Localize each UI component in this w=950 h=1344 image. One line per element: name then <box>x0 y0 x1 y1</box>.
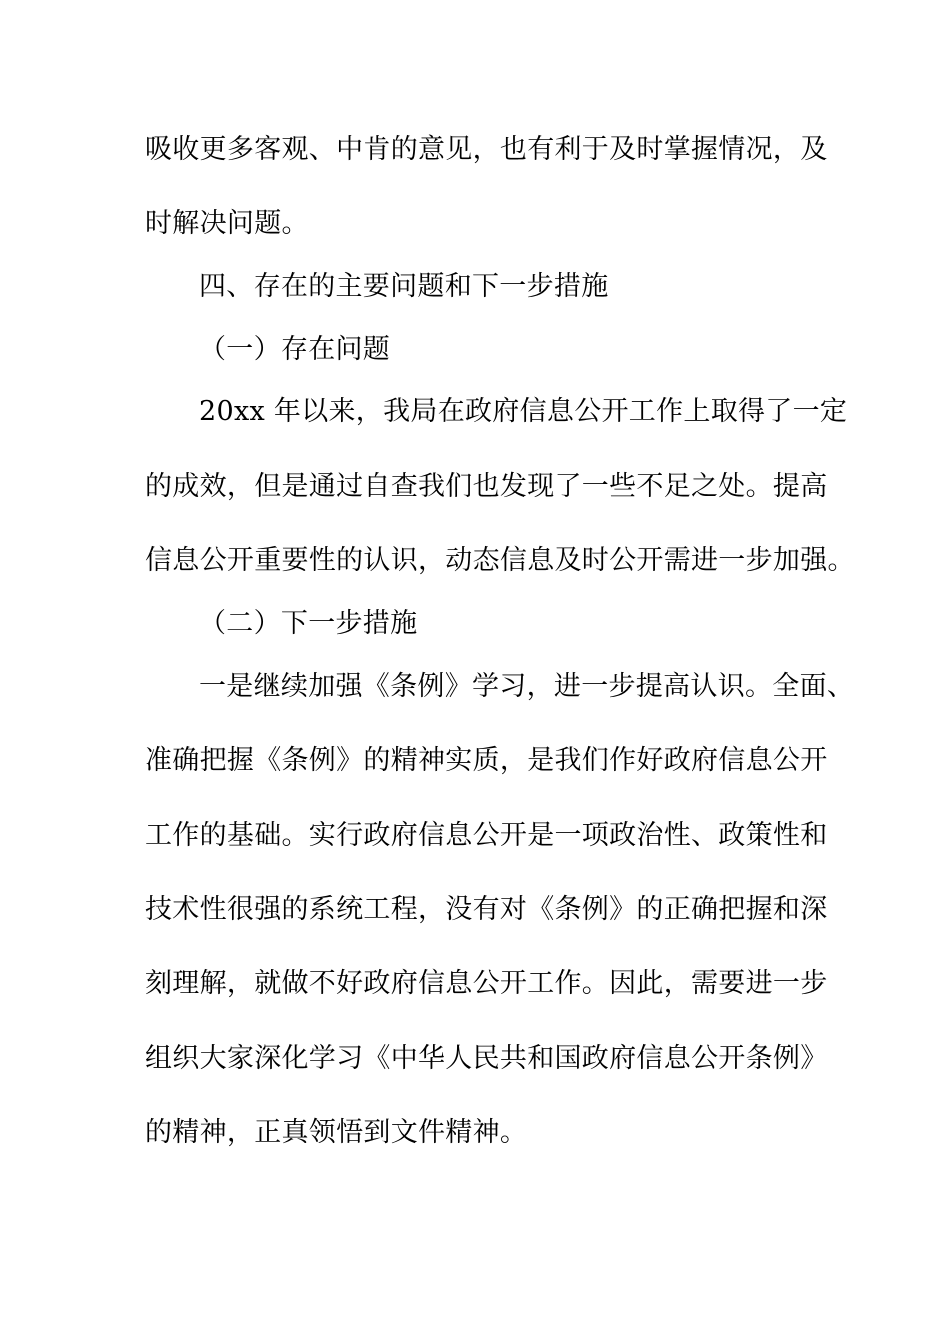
paragraph-line: 吸收更多客观、中肯的意见，也有利于及时掌握情况，及 <box>145 134 828 165</box>
paragraph-line: 信息公开重要性的认识，动态信息及时公开需进一步加强。 <box>145 545 855 576</box>
paragraph-line: 技术性很强的系统工程，没有对《条例》的正确把握和深 <box>145 894 828 925</box>
subsection-heading: （二）下一步措施 <box>199 608 418 639</box>
paragraph-line: 的精神，正真领悟到文件精神。 <box>145 1117 528 1148</box>
paragraph-line: 的成效，但是通过自查我们也发现了一些不足之处。提高 <box>145 471 828 502</box>
paragraph-line: 准确把握《条例》的精神实质，是我们作好政府信息公开 <box>145 745 828 776</box>
paragraph-line: 组织大家深化学习《中华人民共和国政府信息公开条例》 <box>145 1043 828 1074</box>
paragraph-line: 时解决问题。 <box>145 208 309 239</box>
paragraph-line: 工作的基础。实行政府信息公开是一项政治性、政策性和 <box>145 820 828 851</box>
paragraph-line: 刻理解，就做不好政府信息公开工作。因此，需要进一步 <box>145 968 828 999</box>
section-heading: 四、存在的主要问题和下一步措施 <box>199 271 609 302</box>
subsection-heading: （一）存在问题 <box>199 334 391 365</box>
paragraph-line: 20xx 年以来，我局在政府信息公开工作上取得了一定 <box>199 396 848 427</box>
paragraph-line: 一是继续加强《条例》学习，进一步提高认识。全面、 <box>199 671 855 702</box>
